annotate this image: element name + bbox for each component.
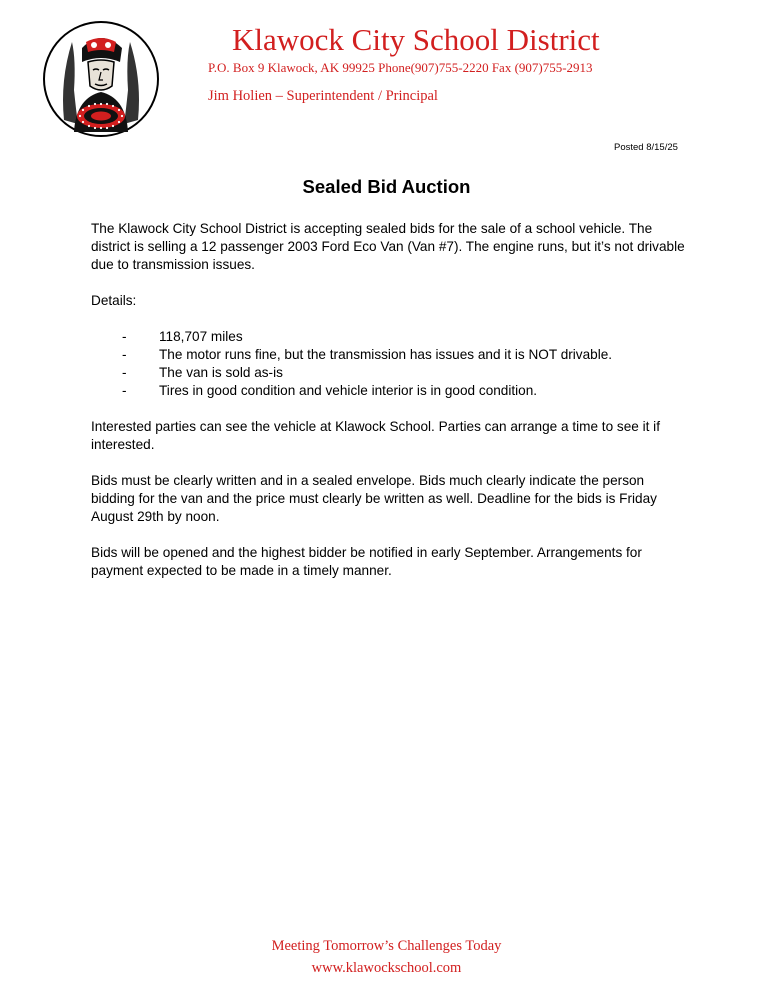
- page-title: Sealed Bid Auction: [302, 176, 471, 197]
- list-item: [91, 346, 691, 364]
- intro-paragraph: The Klawock City School District is accepting sealed bids for the sale of a school vehicle. The district is selling a 12 passenger 2003 Ford Eco Van (Van #7). The engine runs, but it’s not drivable due to transmission issues.: [91, 221, 685, 272]
- bids-paragraph: Bids must be clearly written and in a sealed envelope. Bids much clearly indicate the person bidding for the van and the price must clearly be written as well. Deadline for the bids is Friday August 29th by noon.: [91, 473, 657, 524]
- details-label: Details:: [91, 293, 137, 308]
- bullet-dash: -: [122, 365, 127, 380]
- footer-motto: Meeting Tomorrow’s Challenges Today: [271, 938, 502, 954]
- document-body: [91, 220, 691, 598]
- bullet-dash: -: [122, 383, 127, 398]
- footer-website: www.klawockschool.com: [311, 960, 462, 976]
- bullet-dash: -: [122, 347, 127, 362]
- list-item: [91, 364, 691, 382]
- district-address: P.O. Box 9 Klawock, AK 99925 Phone(907)755-2220 Fax (907)755-2913: [208, 60, 593, 75]
- district-name: Klawock City School District: [232, 22, 600, 57]
- details-list: [91, 328, 691, 400]
- posted-date: Posted 8/15/25: [614, 142, 678, 153]
- list-item-text: The motor runs fine, but the transmission has issues and it is NOT drivable.: [159, 347, 613, 362]
- list-item-text: Tires in good condition and vehicle interior is in good condition.: [159, 383, 538, 398]
- superintendent-line: Jim Holien – Superintendent / Principal: [208, 88, 438, 104]
- list-item-text: The van is sold as-is: [159, 365, 283, 380]
- tlingit-figure-logo-icon: [42, 20, 160, 138]
- opening-paragraph: Bids will be opened and the highest bidder be notified in early September. Arrangements for payment expected to be made in a timely manner.: [91, 545, 642, 578]
- viewing-paragraph: Interested parties can see the vehicle at Klawock School. Parties can arrange a time to see it if interested.: [91, 419, 660, 452]
- list-item-text: 118,707 miles: [159, 329, 243, 344]
- bullet-dash: -: [122, 329, 127, 344]
- list-item: [91, 328, 691, 346]
- list-item: [91, 382, 691, 400]
